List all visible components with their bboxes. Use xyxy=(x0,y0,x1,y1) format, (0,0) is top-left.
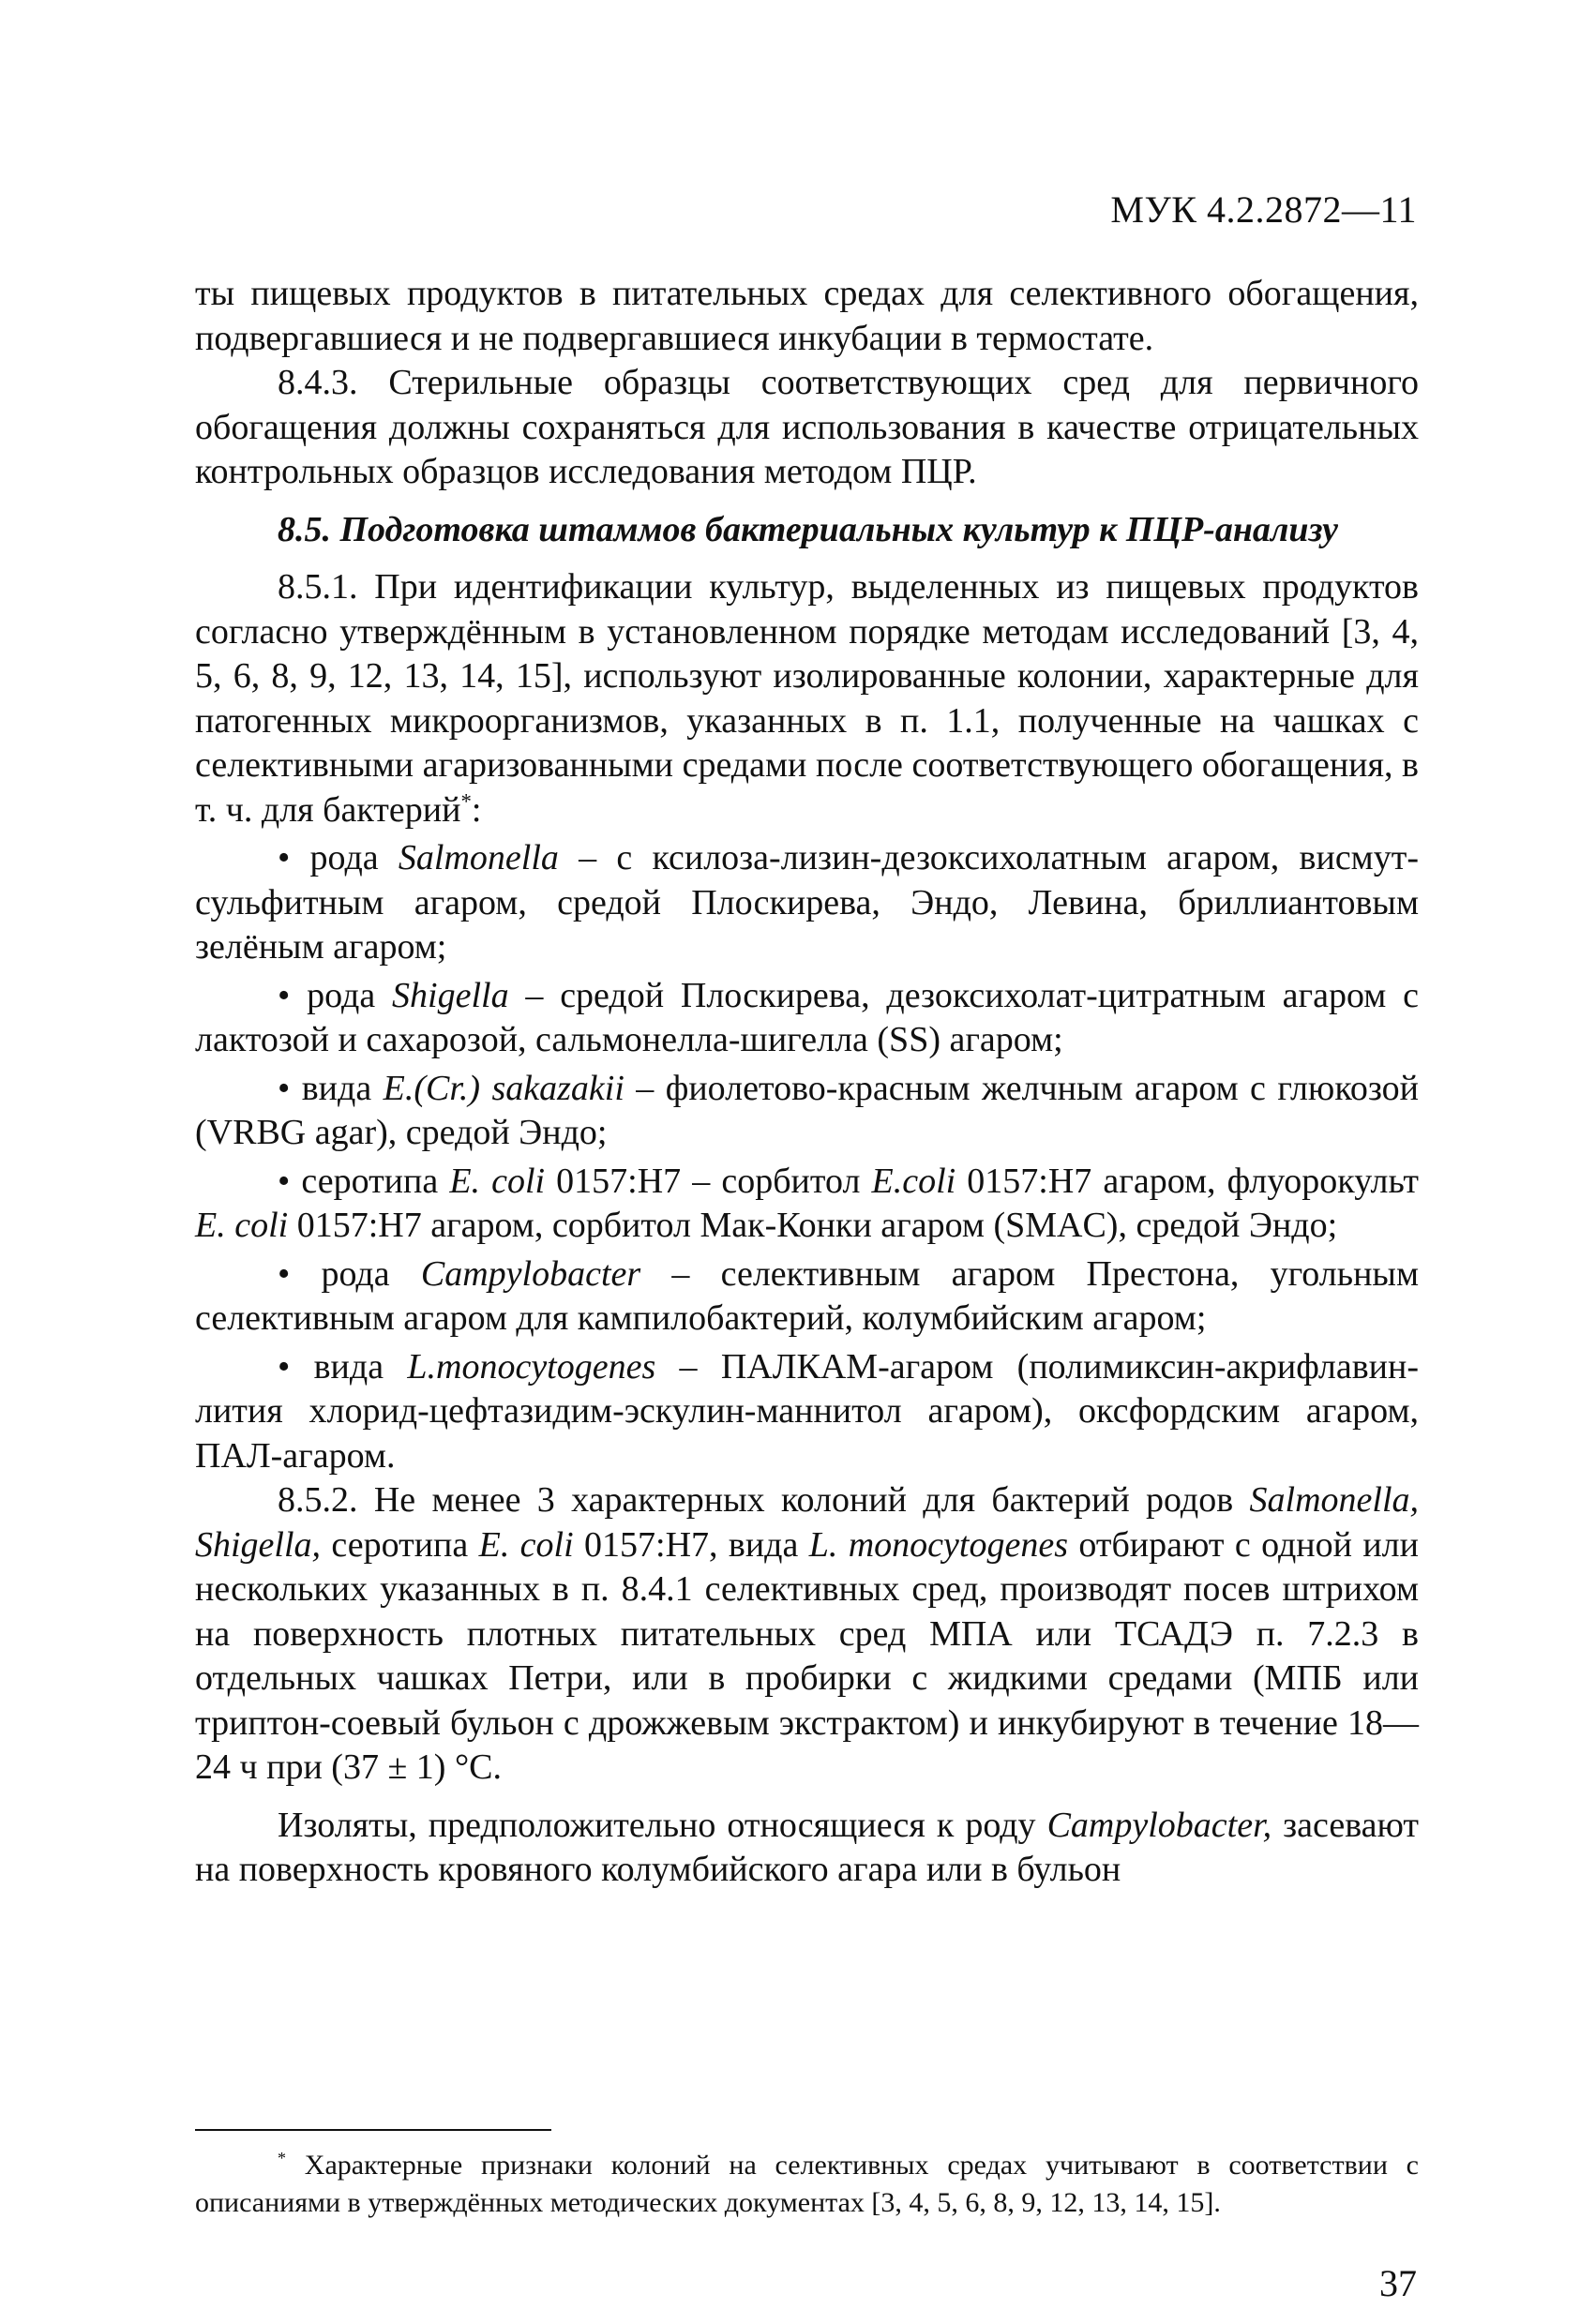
list-item-sakazakii xyxy=(195,1067,1419,1156)
bullet-prefix: • рода xyxy=(278,1253,421,1294)
footnote-divider xyxy=(195,2129,551,2131)
species-name: E.(Cr.) sakazakii xyxy=(383,1068,624,1108)
paragraph-text: засевают на поверхность кровяного колумбийского агара или в бульон xyxy=(195,1805,1420,1889)
list-item-campylobacter xyxy=(195,1252,1419,1342)
paragraph-text: серотипа xyxy=(321,1524,479,1565)
list-item-ecoli xyxy=(195,1160,1419,1249)
species-name: L.monocytogenes xyxy=(407,1346,656,1387)
paragraph-8-5-2 xyxy=(195,1478,1419,1791)
paragraph-8-5-1 xyxy=(195,565,1419,832)
genus-name: Salmonella xyxy=(398,838,559,877)
species-name: E. coli xyxy=(478,1524,574,1565)
list-item-listeria xyxy=(195,1345,1419,1479)
paragraph-8-5-1-end: : xyxy=(471,789,482,830)
species-name: E.coli xyxy=(871,1161,956,1201)
paragraph-text: 0157:H7, вида xyxy=(573,1524,809,1565)
genus-name: Salmonella, Shigella, xyxy=(195,1480,1419,1565)
main-text xyxy=(195,272,1419,1893)
bullet-text: – средой Плоскирева, дезоксихолат-цитратным агаром с лактозой и сахарозой, сальмонелла-шигелла (SS) агаром; xyxy=(195,975,1419,1059)
species-name: E. coli xyxy=(195,1206,289,1245)
paragraph-isolates xyxy=(195,1804,1419,1893)
bullet-text: – с ксилоза-лизин-дезоксихолатным агаром, висмут-сульфитным агаром, средой Плоскирева, Эндо, Левина, бриллиантовым зелёным агаром; xyxy=(195,838,1419,967)
species-name: L. monocytogenes xyxy=(808,1524,1068,1565)
bullet-prefix: • серотипа xyxy=(278,1161,450,1201)
list-item-shigella xyxy=(195,974,1419,1063)
bullet-text: 0157:H7 – сорбитол xyxy=(545,1161,872,1201)
bullet-text: 0157:H7 агаром, сорбитол Мак-Конки агаром (SMAC), средой Эндо; xyxy=(288,1206,1338,1245)
paragraph-text: Изоляты, предположительно относящиеся к роду xyxy=(278,1805,1047,1845)
bullet-text: 0157:H7 агаром, флуорокульт xyxy=(955,1161,1419,1201)
footnote-text-block xyxy=(195,2147,1419,2222)
genus-name: Campylobacter xyxy=(420,1253,641,1294)
document-code-header: МУК 4.2.2872—11 xyxy=(1110,188,1417,231)
bullet-prefix: • вида xyxy=(278,1068,384,1108)
species-name: E. coli xyxy=(449,1161,546,1201)
bullet-text: – фиолетово-красным желчным агаром с глюкозой (VRBG agar), средой Эндо; xyxy=(195,1068,1419,1152)
bullet-prefix: • вида xyxy=(278,1346,408,1387)
genus-name: Campylobacter, xyxy=(1046,1805,1272,1845)
paragraph-8-5-1-text: 8.5.1. При идентификации культур, выделенных из пищевых продуктов согласно утверждённым в установленном порядке методам исследований [3, 4, 5, 6, 8, 9, 12, 13, 14, 15], используют изолированные колонии, характерные для патогенных микроорганизмов, указанных в п. 1.1, полученные на чашках с селективными агаризованными средами после соответствующего обогащения, в т. ч. для бактерий xyxy=(195,567,1419,830)
bullet-prefix: • рода xyxy=(278,838,399,877)
footnote xyxy=(195,2147,1419,2222)
bullet-text: – селективным агаром Престона, угольным селективным агаром для кампилобактерий, колумбийским агаром; xyxy=(195,1253,1420,1338)
paragraph-continuation: ты пищевых продуктов в питательных средах для селективного обогащения, подвергавшиеся и не подвергавшиеся инкубации в термостате. xyxy=(195,274,1419,358)
paragraph-text: 8.5.2. Не менее 3 характерных колоний для бактерий родов xyxy=(278,1480,1250,1520)
footnote-mark: * xyxy=(278,2149,286,2167)
page-number: 37 xyxy=(1379,2262,1417,2304)
bullet-text: – ПАЛКАМ-агаром (полимиксин-акрифлавин-лития хлорид-цефтазидим-эскулин-маннитол агаром), оксфордским агаром, ПАЛ-агаром. xyxy=(195,1346,1419,1476)
footnote-reference-mark: * xyxy=(460,788,472,813)
paragraph-text: отбирают с одной или нескольких указанных в п. 8.4.1 селективных сред, производят посев штрихом на поверхность плотных питательных сред МПА или ТСАДЭ п. 7.2.3 в отдельных чашках Петри, или в пробирки с жидкими средами (МПБ или триптон-соевый бульон с дрожжевым экстрактом) и инкубируют в течение 18—24 ч при (37 ± 1) °С. xyxy=(195,1524,1419,1787)
section-heading-8-5: 8.5. Подготовка штаммов бактериальных культур к ПЦР-анализу xyxy=(278,509,1339,549)
paragraph-8-4-3: 8.4.3. Стерильные образцы соответствующих сред для первичного обогащения должны сохраняться для использования в качестве отрицательных контрольных образцов исследования методом ПЦР. xyxy=(195,363,1419,491)
genus-name: Shigella xyxy=(392,975,509,1015)
list-item-salmonella xyxy=(195,836,1419,970)
bullet-prefix: • рода xyxy=(278,975,393,1015)
footnote-text: Характерные признаки колоний на селективных средах учитывают в соответствии с описаниями в утверждённых методических документах [3, 4, 5, 6, 8, 9, 12, 13, 14, 15]. xyxy=(195,2150,1419,2218)
